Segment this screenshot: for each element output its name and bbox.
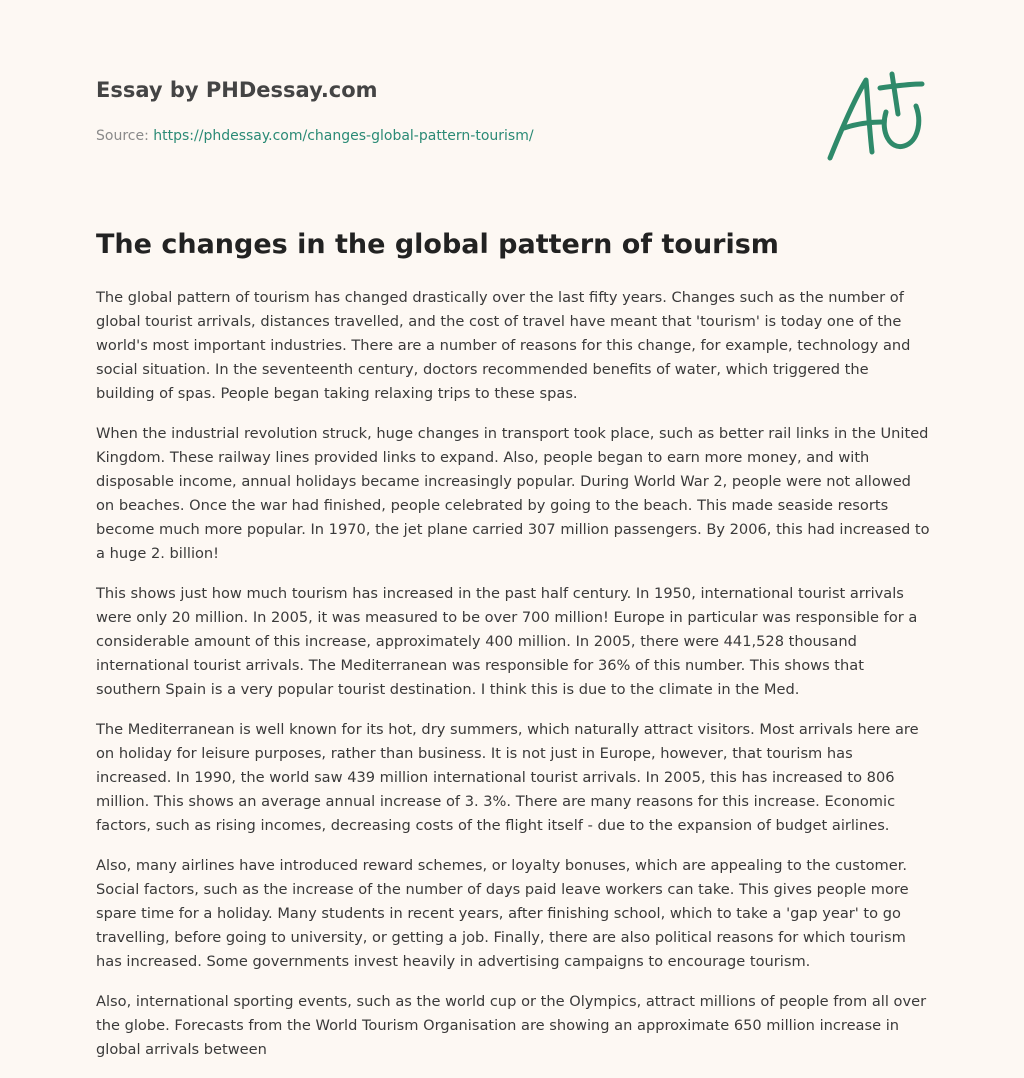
a-plus-logo-icon xyxy=(822,66,932,166)
essay-paragraph: Also, international sporting events, such as the world cup or the Olympics, attract millions of people from all over the globe. Forecasts from the World Tourism Organisation are showing an approximate 650 million increase in global arrivals between xyxy=(96,993,927,1058)
logo-text: A+ xyxy=(822,66,824,67)
essay-paragraph: This shows just how much tourism has increased in the past half century. In 1950, international tourist arrivals were only 20 million. In 2005, it was measured to be over 700 million! Europe in particular was responsible for a considerable amount of this increase, approximately 400 million. In 2005, there were 441,528 thousand international tourist arrivals. The Mediterranean was responsible for 36% of this number. This shows that southern Spain is a very popular tourist destination. I think this is due to the climate in the Med. xyxy=(96,585,918,698)
essay-paragraph: Also, many airlines have introduced reward schemes, or loyalty bonuses, which are appealing to the customer. Social factors, such as the increase of the number of days paid leave workers can take. This gives people more spare time for a holiday. Many students in recent years, after finishing school, which to take a 'gap year' to go travelling, before going to university, or getting a job. Finally, there are also political reasons for which tourism has increased. Some governments invest heavily in advertising campaigns to encourage tourism. xyxy=(96,857,909,970)
page-header xyxy=(96,76,796,146)
source-label: Source: xyxy=(96,128,149,144)
essay-paragraph: When the industrial revolution struck, huge changes in transport took place, such as better rail links in the United Kingdom. These railway lines provided links to expand. Also, people began to earn more money, and with disposable income, annual holidays became increasingly popular. During World War 2, people were not allowed on beaches. Once the war had finished, people celebrated by going to the beach. This made seaside resorts become much more popular. In 1970, the jet plane carried 307 million passengers. By 2006, this had increased to a huge 2. billion! xyxy=(96,425,930,562)
source-link[interactable]: https://phdessay.com/changes-global-pattern-tourism/ xyxy=(153,128,534,144)
essay-body xyxy=(96,286,930,1078)
essay-paragraph: The global pattern of tourism has changed drastically over the last fifty years. Changes such as the number of global tourist arrivals, distances travelled, and the cost of travel have meant that 'tourism' is today one of the world's most important industries. There are a number of reasons for this change, for example, technology and social situation. In the seventeenth century, doctors recommended benefits of water, which triggered the building of spas. People began taking relaxing trips to these spas. xyxy=(96,289,911,402)
essay-paragraph: The Mediterranean is well known for its hot, dry summers, which naturally attract visitors. Most arrivals here are on holiday for leisure purposes, rather than business. It is not just in Europe, however, that tourism has increased. In 1990, the world saw 439 million international tourist arrivals. In 2005, this has increased to 806 million. This shows an average annual increase of 3. 3%. There are many reasons for this increase. Economic factors, such as rising incomes, decreasing costs of the flight itself - due to the expansion of budget airlines. xyxy=(96,721,919,834)
site-title: Essay by PHDessay.com xyxy=(96,78,378,102)
essay-title: The changes in the global pattern of tourism xyxy=(96,229,779,260)
source-line xyxy=(96,126,796,146)
